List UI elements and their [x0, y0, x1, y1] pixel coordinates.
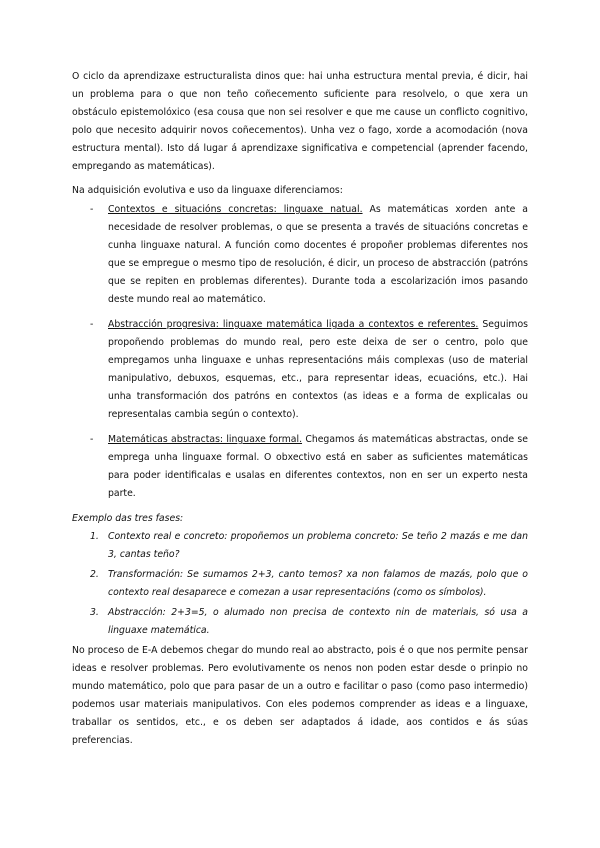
- example-text: Abstracción: 2+3=5, o alumado non precisa de contexto nin de materiais, só usa a linguaxe matemática.: [108, 607, 528, 636]
- stage-title: Abstracción progresiva: linguaxe matemática ligada a contextos e referentes.: [108, 319, 479, 330]
- example-number: 2.: [90, 569, 99, 580]
- example-number: 1.: [90, 531, 99, 542]
- stage-title: Matemáticas abstractas: linguaxe formal.: [108, 434, 303, 445]
- dash-marker: -: [90, 204, 94, 215]
- stage-text: Chegamos ás matemáticas abstractas, onde se emprega unha linguaxe formal. O obxectivo está en saber as suficientes matemáticas para poder identificalas e usalas en diferentes contextos, non en ser un experto nesta parte.: [108, 434, 528, 499]
- example-text: Transformación: Se sumamos 2+3, canto temos? xa non falamos de mazás, polo que o contexto real desaparece e comezan a usar representacións (como os símbolos).: [108, 569, 528, 598]
- stage-title: Contextos e situacións concretas: linguaxe natual.: [108, 204, 363, 215]
- stage-text: Seguimos propoñendo problemas do mundo real, pero este deixa de ser o centro, polo que empregamos unha linguaxe e unhas representacións máis complexas (uso de material manipulativo, debuxos, esquemas, etc., para representar ideas, ecuacións, etc.). Hai unha transformación dos patróns en contextos (as ideas e a forma de explicalas ou representalas cambia según o contexto).: [108, 319, 528, 420]
- list-item: [72, 528, 528, 564]
- dash-marker: -: [90, 434, 94, 445]
- lead-sentence: Na adquisición evolutiva e uso da linguaxe diferenciamos:: [72, 185, 343, 196]
- stage-text: As matemáticas xorden ante a necesidade de resolver problemas, o que se presenta a través de situacións concretas e cunha linguaxe natural. A función como docentes é propoñer problemas diferentes nos que se empregue o mesmo tipo de resolución, é dicir, un proceso de abstracción (patróns que se repiten en problemas diferentes). Durante toda a escolarización imos pasando deste mundo real ao matemático.: [108, 204, 528, 305]
- list-item: [72, 604, 528, 640]
- example-text: Contexto real e concreto: propoñemos un problema concreto: Se teño 2 mazás e me dan 3, cantas teño?: [108, 531, 528, 560]
- intro-paragraph: O ciclo da aprendizaxe estructuralista dinos que: hai unha estructura mental previa, é dicir, hai un problema para o que non teño coñecemento suficiente para resolvelo, o que xera un obstáculo epistemolóxico (esa cousa que non sei resolver e que me cause un conflicto cognitivo, polo que necesito adquirir novos coñecementos). Unha vez o fago, xorde a acomodación (nova estructura mental). Isto dá lugar á aprendizaxe significativa e competencial (aprender facendo, empregando as matemáticas).: [72, 71, 528, 172]
- document-body: [72, 68, 528, 750]
- examples-list: [72, 528, 528, 640]
- stages-list: [72, 201, 528, 503]
- list-item: [72, 316, 528, 424]
- closing-paragraph: No proceso de E-A debemos chegar do mundo real ao abstracto, pois é o que nos permite pensar ideas e resolver problemas. Pero evolutivamente os nenos non poden estar desde o prinpio no mundo matemático, polo que para pasar de un a outro e facilitar o paso (como paso intermedio) podemos usar materiais manipulativos. Con eles podemos comprender as ideas e a linguaxe, traballar os sentidos, etc., e os deben ser adaptados á idade, aos contidos e ás súas preferencias.: [72, 645, 528, 746]
- list-item: [72, 431, 528, 503]
- list-item: [72, 566, 528, 602]
- dash-marker: -: [90, 319, 94, 330]
- example-number: 3.: [90, 607, 99, 618]
- examples-heading: Exemplo das tres fases:: [72, 513, 184, 524]
- list-item: [72, 201, 528, 309]
